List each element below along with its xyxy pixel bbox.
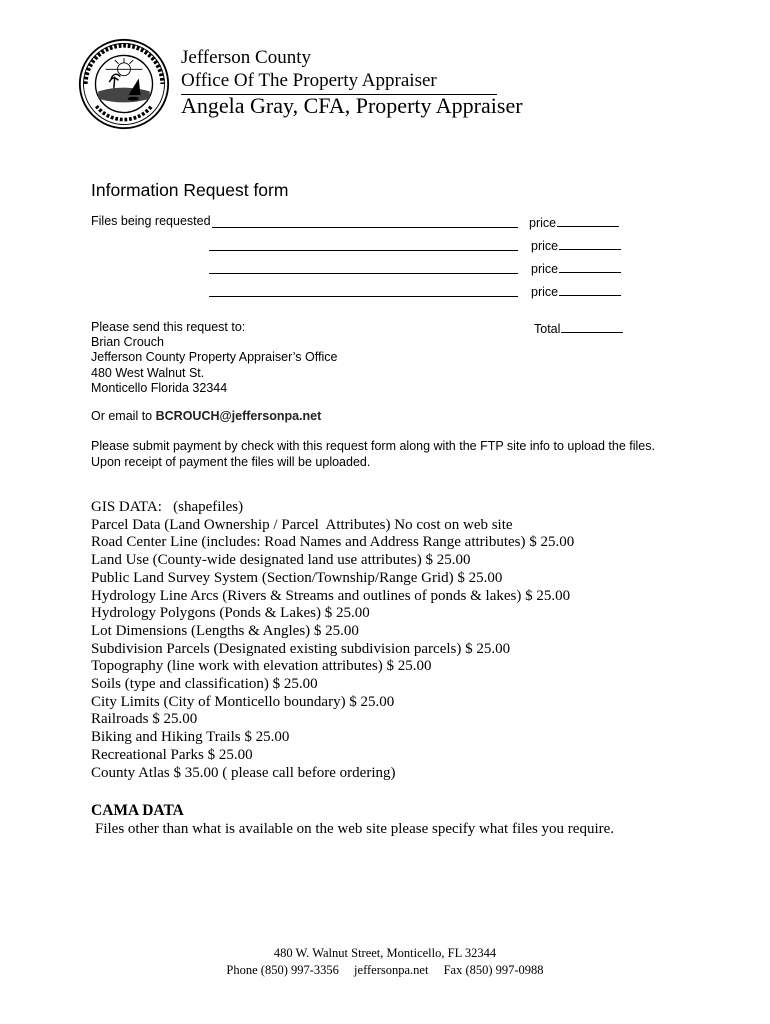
gis-heading: GIS DATA: (shapefiles) (91, 499, 244, 515)
price-blank (559, 283, 621, 296)
footer-website[interactable]: jeffersonpa.net (354, 963, 429, 977)
list-item: Recreational Parks $ 25.00 (91, 746, 253, 763)
email-line (91, 409, 321, 423)
price-label: price (531, 239, 559, 253)
list-item: Soils (type and classification) $ 25.00 (91, 676, 318, 693)
price-field-3[interactable] (531, 260, 621, 276)
list-item: Hydrology Polygons (Ponds & Lakes) $ 25.00 (91, 605, 370, 622)
list-item: Public Land Survey System (Section/Township/Range Grid) $ 25.00 (91, 569, 503, 586)
send-instruction: Please send this request to: (91, 320, 246, 334)
list-item: Parcel Data (Land Ownership / Parcel Attributes) No cost on web site (91, 516, 513, 533)
gis-data-list (91, 499, 574, 782)
list-item: Hydrology Line Arcs (Rivers & Streams and outlines of ponds & lakes) $ 25.00 (91, 587, 571, 604)
list-item: City Limits (City of Monticello boundary) $ 25.00 (91, 693, 395, 710)
total-label: Total (534, 322, 561, 336)
price-blank (557, 214, 619, 227)
footer-phone: Phone (850) 997-3356 (226, 963, 339, 977)
price-blank (559, 237, 621, 250)
price-label: price (531, 262, 559, 276)
payment-line-1: Please submit payment by check with this request form along with the FTP site info to upload the files. (91, 439, 655, 453)
list-item: County Atlas $ 35.00 ( please call before ordering) (91, 764, 396, 781)
list-item: Topography (line work with elevation attributes) $ 25.00 (91, 658, 432, 675)
list-item: Lot Dimensions (Lengths & Angles) $ 25.00 (91, 622, 359, 639)
email-prefix: Or email to (91, 409, 156, 423)
footer-address: 480 W. Walnut Street, Monticello, FL 32344 (273, 946, 497, 960)
price-field-1[interactable] (529, 214, 619, 230)
file-request-line-3[interactable] (209, 273, 518, 274)
office-address-name: Jefferson County Property Appraiser’s Office (91, 350, 338, 365)
send-to-address (91, 320, 337, 396)
footer-fax: Fax (850) 997-0988 (443, 963, 544, 977)
price-field-4[interactable] (531, 283, 621, 299)
file-request-line-4[interactable] (209, 296, 518, 297)
cama-heading: CAMA DATA (91, 802, 184, 819)
list-item: Land Use (County-wide designated land use attributes) $ 25.00 (91, 552, 471, 569)
city-state-zip: Monticello Florida 32344 (91, 380, 228, 395)
files-requested-label: Files being requested (91, 214, 211, 228)
price-label: price (531, 285, 559, 299)
email-link[interactable]: BCROUCH@jeffersonpa.net (155, 409, 322, 423)
form-title: Information Request form (91, 180, 289, 200)
price-field-2[interactable] (531, 237, 621, 253)
county-name: Jefferson County (181, 47, 311, 68)
price-blank (559, 260, 621, 273)
contact-name: Brian Crouch (91, 335, 164, 350)
footer-contact (0, 962, 770, 979)
file-request-line-1[interactable] (212, 227, 518, 228)
office-name: Office Of The Property Appraiser (181, 70, 497, 95)
payment-line-2: Upon receipt of payment the files will be uploaded. (91, 454, 371, 469)
list-item: Subdivision Parcels (Designated existing subdivision parcels) $ 25.00 (91, 640, 511, 657)
list-item: Railroads $ 25.00 (91, 711, 198, 728)
list-item: Road Center Line (includes: Road Names and Address Range attributes) $ 25.00 (91, 534, 575, 551)
appraiser-name: Angela Gray, CFA, Property Appraiser (181, 93, 523, 118)
cama-description: Files other than what is available on the web site please specify what files you require. (95, 821, 615, 837)
price-label: price (529, 216, 557, 230)
total-field[interactable] (534, 320, 623, 336)
florida-state-seal-icon (78, 38, 170, 130)
street-address: 480 West Walnut St. (91, 365, 205, 380)
list-item: Biking and Hiking Trails $ 25.00 (91, 729, 290, 746)
file-request-line-2[interactable] (209, 250, 518, 251)
page-footer (0, 945, 770, 979)
total-blank (561, 320, 623, 333)
payment-instructions (91, 439, 691, 470)
